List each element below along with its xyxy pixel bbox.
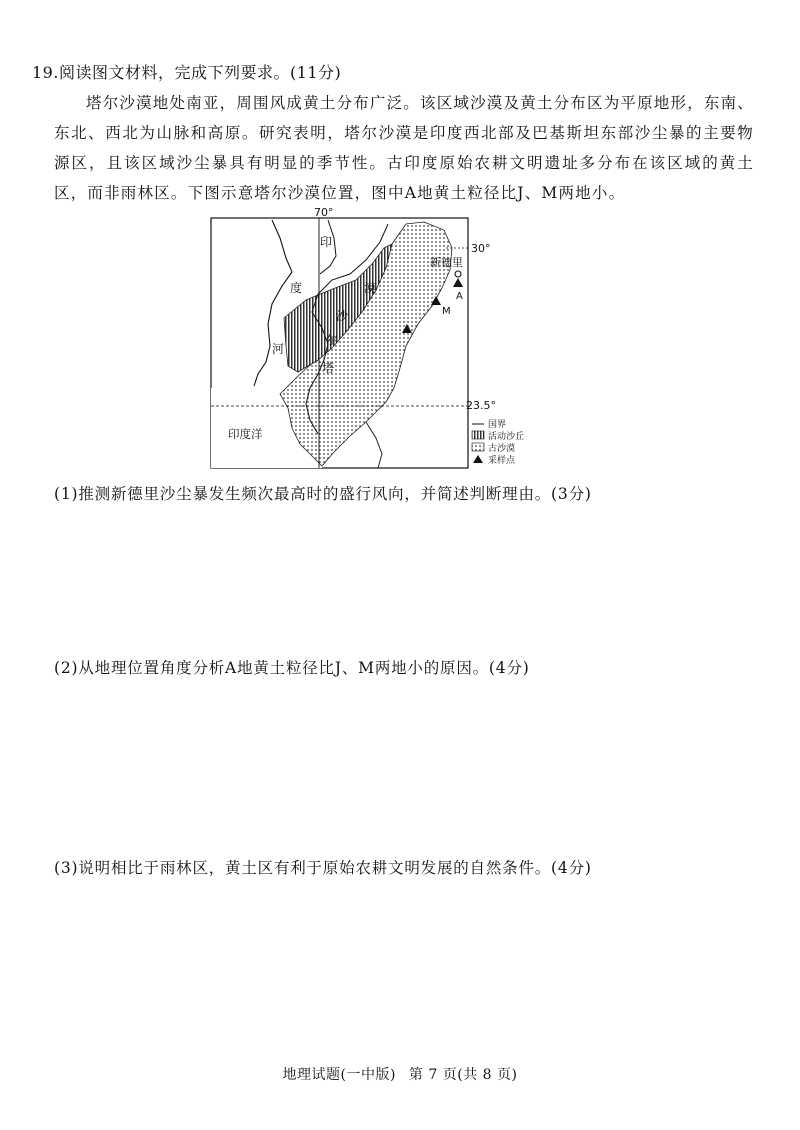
- legend-sample-point-label: 采样点: [488, 456, 516, 466]
- new-delhi-label: 新德里: [430, 256, 463, 269]
- ocean-label: 印度洋: [228, 427, 263, 441]
- latitude-30-label: 30°: [471, 242, 491, 255]
- legend-ancient-desert-swatch: [472, 443, 484, 451]
- legend-ancient-desert-label: 古沙漠: [488, 444, 516, 454]
- river-char-3: 河: [272, 342, 285, 356]
- river-char-2: 度: [290, 281, 303, 295]
- footer-subject: 地理试题(一中版): [282, 1067, 396, 1083]
- footer-page-number: 第 7 页(共 8 页): [408, 1067, 518, 1083]
- legend-active-dunes-swatch: [472, 431, 484, 439]
- river-char-1: 印: [320, 235, 333, 249]
- desert-char-4: 漠: [364, 281, 377, 295]
- sub-question-1: (1)推测新德里沙尘暴发生频次最高时的盛行风向，并简述判断理由。(3分): [54, 485, 592, 503]
- question-passage: [54, 88, 754, 208]
- sample-point-m-label: M: [442, 306, 451, 317]
- longitude-label: 70°: [314, 208, 334, 219]
- legend-sample-point-icon: [473, 455, 483, 463]
- thar-desert-map: [210, 208, 550, 480]
- latitude-23-5-label: 23.5°: [466, 399, 496, 412]
- legend-border-label: 国界: [488, 420, 507, 430]
- page-footer: [0, 1064, 800, 1084]
- desert-char-1: 塔: [322, 361, 335, 375]
- sample-point-a-label: A: [456, 291, 463, 302]
- map-legend: [472, 419, 524, 466]
- sub-question-2: (2)从地理位置角度分析A地黄土粒径比J、M两地小的原因。(4分): [54, 659, 530, 677]
- desert-char-3: 沙: [336, 309, 349, 323]
- question-header: 19.阅读图文材料，完成下列要求。(11分): [32, 63, 342, 82]
- sub-question-3: (3)说明相比于雨林区，黄土区有利于原始农耕文明发展的自然条件。(4分): [54, 859, 592, 877]
- legend-active-dunes-label: 活动沙丘: [488, 432, 525, 442]
- passage-text: 塔尔沙漠地处南亚，周围风成黄土分布广泛。该区域沙漠及黄土分布区为平原地形，东南、东北、西北为山脉和高原。研究表明，塔尔沙漠是印度西北部及巴基斯坦东部沙尘暴的主要物源区，且该区域沙尘暴具有明显的季节性。古印度原始农耕文明遗址多分布在该区域的黄土区，而非雨林区。下图示意塔尔沙漠位置，图中A地黄土粒径比J、M两地小。: [54, 94, 755, 202]
- new-delhi-marker: [455, 271, 461, 277]
- desert-char-2: 尔: [326, 333, 339, 347]
